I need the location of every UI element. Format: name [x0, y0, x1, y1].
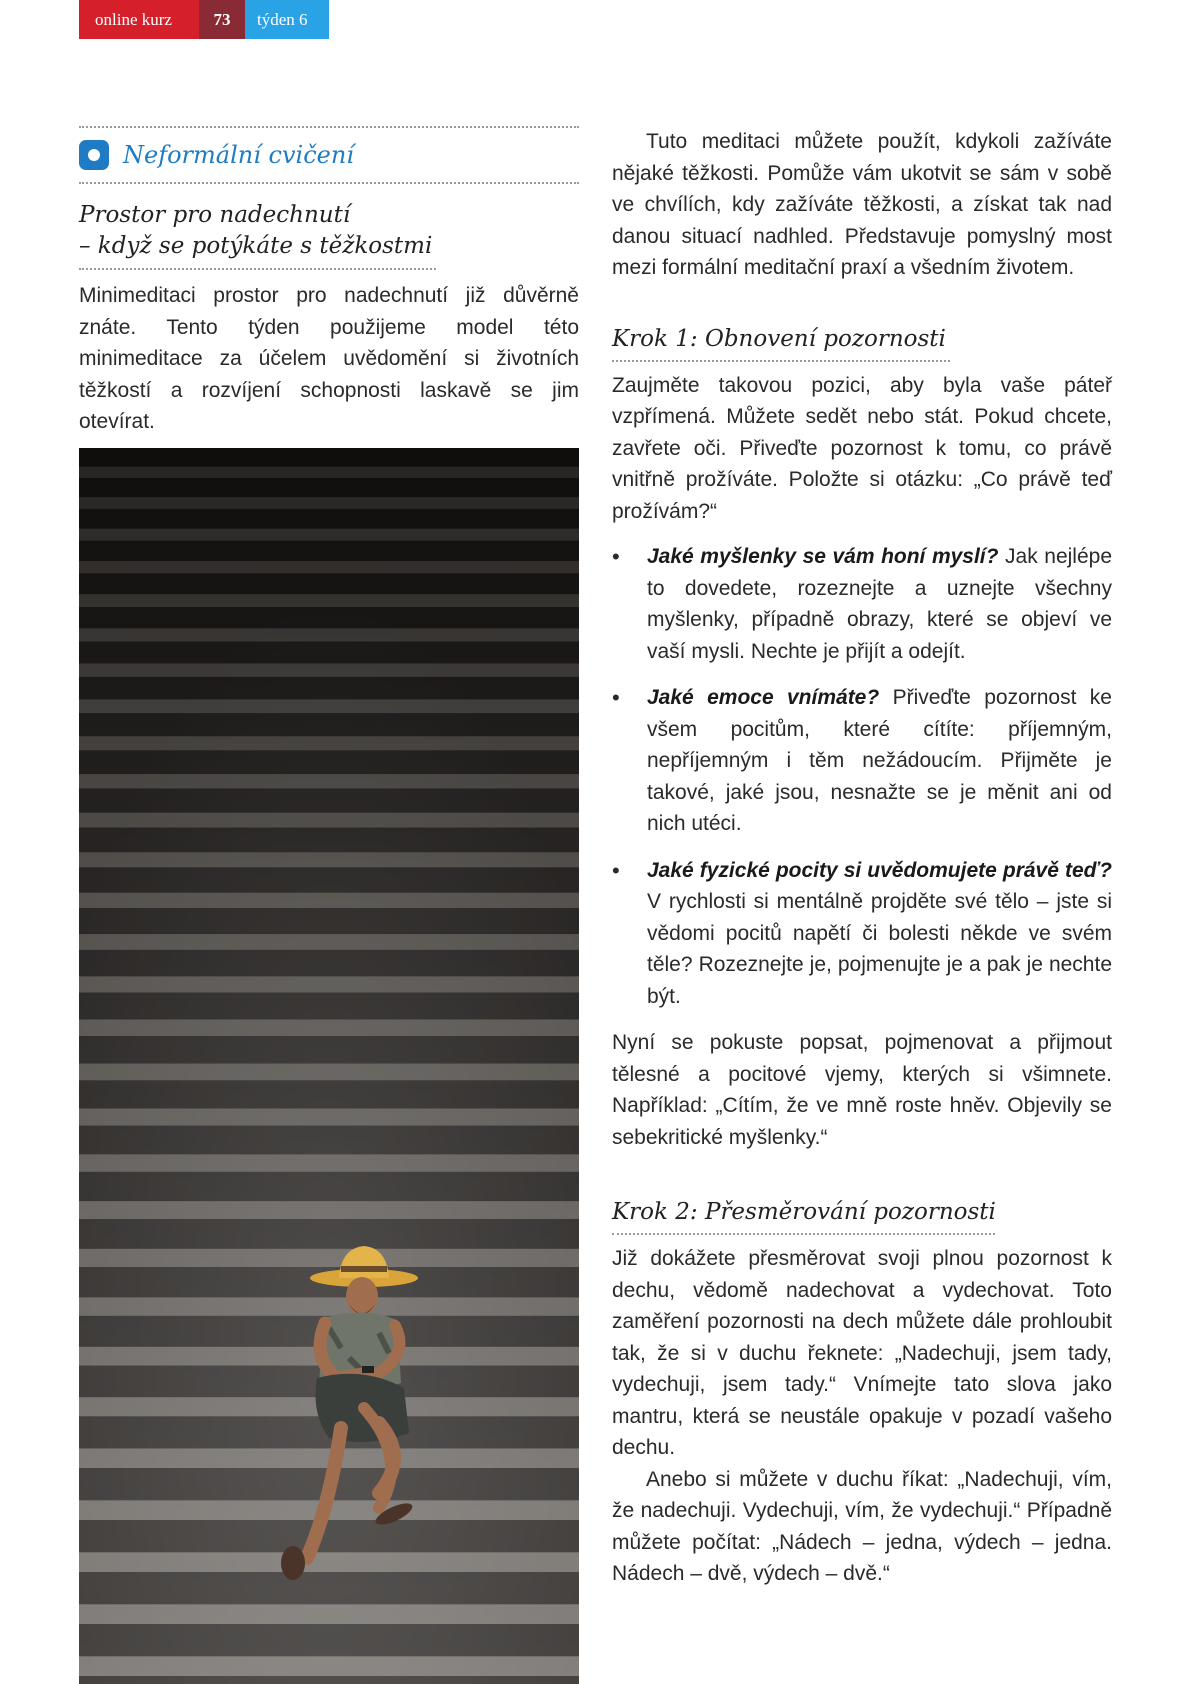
intro-paragraph: Minimeditaci prostor pro nadechnutí již důvěrně znáte. Tento týden použijeme model této minimeditace za účelem uvědomění si životních těžkostí a rozvíjení schopnosti laskavě se jim otevírat. — [79, 284, 579, 433]
list-item — [612, 682, 1112, 840]
stairs-photo — [79, 448, 579, 1684]
course-label: online kurz — [79, 0, 199, 39]
question-text: Jaké myšlenky se vám honí myslí? — [647, 545, 999, 568]
step1-underline — [612, 360, 950, 362]
step2-title: Krok 2: Přesměrování pozornosti — [612, 1199, 996, 1225]
question-answer: Jak nejlépe to dovedete, rozeznejte a uznejte všechny myšlenky, případně obrazy, které se objeví ve vaší mysli. Nechte je přijít a odejít. — [647, 545, 1113, 663]
divider — [79, 182, 579, 184]
step1-title: Krok 1: Obnovení pozornosti — [612, 325, 946, 352]
left-column — [79, 126, 579, 459]
page-number: 73 — [199, 0, 245, 39]
week-label: týden 6 — [245, 0, 329, 39]
right-column — [612, 126, 1112, 1590]
section-title: Neformální cvičení — [123, 141, 354, 169]
step2-paragraph2: Anebo si můžete v duchu říkat: „Nadechuji, vím, že nadechuji. Vydechuji, vím, že vydechuji.“ Případně můžete počítat: „Nádech – jedna, výdech – jedna. Nádech – dvě, výdech – dvě.“ — [612, 1467, 1112, 1585]
list-item — [612, 541, 1112, 667]
section-bullet-icon — [79, 140, 109, 170]
header-bar — [79, 0, 329, 39]
exercise-title-line1: Prostor pro nadechnutí — [79, 202, 351, 228]
question-text: Jaké fyzické pocity si uvědomujete právě teď? — [647, 858, 1112, 882]
step1-closing-paragraph: Nyní se pokuste popsat, pojmenovat a přijmout tělesné a pocitové vjemy, kterých si všimnete. Například: „Cítím, že ve mně roste hněv. Objevily se sebekritické myšlenky.“ — [612, 1031, 1112, 1149]
question-text: Jaké emoce vnímáte? — [647, 686, 880, 709]
question-list — [612, 541, 1112, 1012]
title-underline — [79, 268, 436, 270]
step1-paragraph: Zaujměte takovou pozici, aby byla vaše páteř vzpřímená. Můžete sedět nebo stát. Pokud chcete, zavřete oči. Přiveďte pozornost k tomu, co právě vnitřně prožíváte. Položte si otázku: „Co právě teď prožívám?“ — [612, 373, 1112, 523]
section-header — [79, 128, 579, 182]
exercise-title-line2: – když se potýkáte s těžkostmi — [79, 233, 433, 259]
exercise-title — [79, 200, 579, 262]
right-intro-paragraph: Tuto meditaci můžete použít, kdykoli zažíváte nějaké těžkosti. Pomůže vám ukotvit se sám v sobě ve chvílích, kdy zažíváte těžkosti, a získat tak nad danou situací nadhled. Představuje pomyslný most mezi formální meditační praxí a všedním životem. — [612, 130, 1112, 279]
list-item — [612, 855, 1112, 1013]
question-answer: V rychlosti si mentálně projděte své tělo – jste si vědomi pocitů napětí či bolesti někde ve svém těle? Rozeznejte je, pojmenujte je a pak je nechte být. — [647, 890, 1112, 1008]
step2-underline — [612, 1233, 995, 1235]
step2-paragraph1: Již dokážete přesměrovat svoji plnou pozornost k dechu, vědomě nadechovat a vydechovat. Toto zaměření pozornosti na dech můžete dále prohloubit tak, že si v duchu řeknete: „Nadechuji, jsem tady, vydechuji, jsem tady.“ Vnímejte tato slova jako mantru, která se neustále opakuje v pozadí vašeho dechu. — [612, 1247, 1112, 1459]
question-answer: Přiveďte pozornost ke všem pocitům, které cítíte: příjemným, nepříjemným i těm nežádoucím. Přijměte je takové, jaké jsou, nesnažte se je měnit ani od nich utéci. — [647, 686, 1112, 835]
stairs-photo-illustration — [79, 448, 579, 1684]
